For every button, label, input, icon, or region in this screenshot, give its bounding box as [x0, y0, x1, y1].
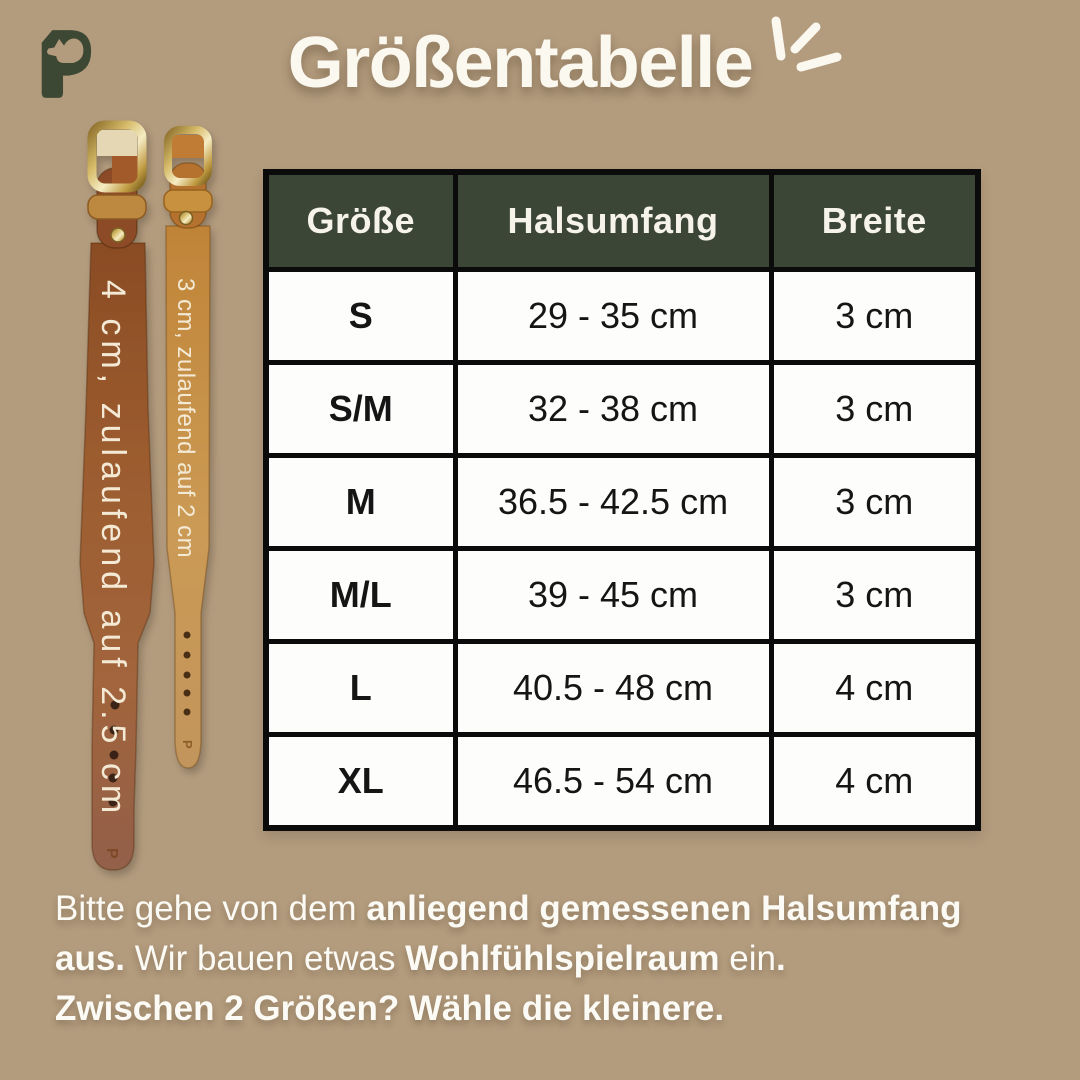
table-header-row	[266, 172, 978, 270]
collar-width-label: 4 cm, zulaufend auf 2.5 cm	[94, 280, 132, 819]
cell-width: 3 cm	[771, 362, 978, 455]
note-line-2: aus. Wir bauen etwas Wohlfühlspielraum ein.	[55, 939, 786, 978]
collar-narrow-tan	[164, 125, 212, 768]
page-title: Größentabelle	[287, 23, 753, 103]
note-line-3: Zwischen 2 Größen? Wähle die kleinere.	[55, 989, 725, 1028]
cell-size: S/M	[266, 362, 455, 455]
table-row	[266, 548, 978, 641]
cell-width: 3 cm	[771, 548, 978, 641]
header-cell-breite: Breite	[771, 172, 978, 270]
brand-dog-p-logo-icon	[33, 26, 95, 102]
cell-width: 4 cm	[771, 641, 978, 734]
embossed-brand-mark: P	[180, 740, 195, 749]
table-row	[266, 270, 978, 363]
rivet-icon	[111, 228, 125, 242]
cell-width: 3 cm	[771, 270, 978, 363]
cell-neck: 32 - 38 cm	[455, 362, 771, 455]
sparkle-icon	[766, 12, 850, 84]
table-row	[266, 455, 978, 548]
collar-width-label: 3 cm, zulaufend auf 2 cm	[172, 278, 199, 559]
cell-size: M	[266, 455, 455, 548]
size-chart-table	[263, 169, 981, 831]
cell-neck: 36.5 - 42.5 cm	[455, 455, 771, 548]
note-line-1: Bitte gehe von dem anliegend gemessenen Halsumfang	[55, 889, 962, 928]
cell-neck: 46.5 - 54 cm	[455, 734, 771, 828]
table-row	[266, 734, 978, 828]
cell-size: XL	[266, 734, 455, 828]
cell-width: 4 cm	[771, 734, 978, 828]
rivet-icon	[180, 212, 193, 225]
collar-wide-brown	[80, 120, 154, 870]
collar-product-photo	[50, 108, 270, 898]
cell-size: M/L	[266, 548, 455, 641]
embossed-brand-mark: P	[103, 848, 120, 859]
table-row	[266, 362, 978, 455]
cell-neck: 39 - 45 cm	[455, 548, 771, 641]
header-cell-groesse: Größe	[266, 172, 455, 270]
cell-neck: 40.5 - 48 cm	[455, 641, 771, 734]
cell-neck: 29 - 35 cm	[455, 270, 771, 363]
cell-size: L	[266, 641, 455, 734]
header-cell-halsumfang: Halsumfang	[455, 172, 771, 270]
sizing-advice-note	[55, 884, 1045, 1034]
table-row	[266, 641, 978, 734]
cell-width: 3 cm	[771, 455, 978, 548]
cell-size: S	[266, 270, 455, 363]
